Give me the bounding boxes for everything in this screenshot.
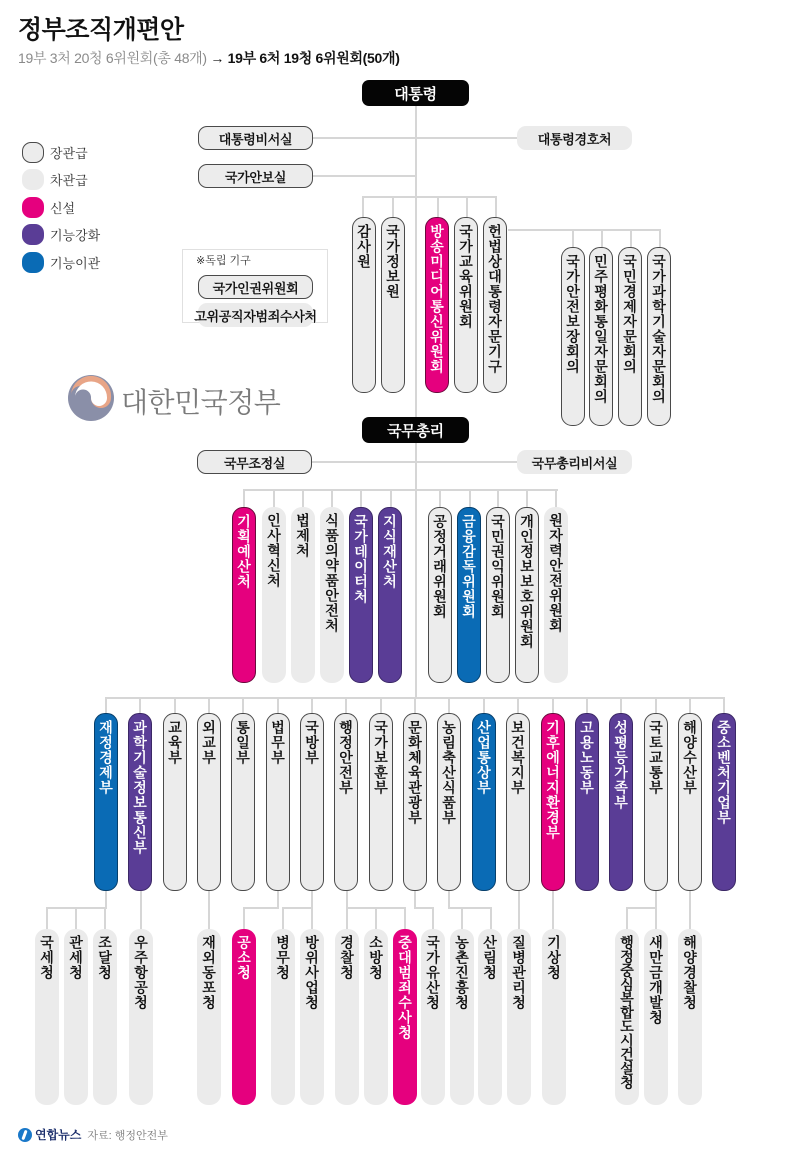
legend-label: 기능이관 xyxy=(50,256,101,271)
ministry: 국방부 xyxy=(300,713,324,891)
connector-line xyxy=(495,196,497,217)
agency: 관세청 xyxy=(64,929,88,1105)
agency: 질병관리청 xyxy=(507,929,531,1105)
connector-line xyxy=(139,697,141,713)
connector-line xyxy=(626,907,628,929)
agency: 재외동포청 xyxy=(197,929,221,1105)
agency: 산림청 xyxy=(478,929,502,1105)
connector-line xyxy=(243,489,245,507)
agency: 경찰청 xyxy=(335,929,359,1105)
connector-line xyxy=(273,489,275,507)
president-org: 헌법상대통령자문기구 xyxy=(483,217,507,393)
advisory-council: 민주평화통일자문회의 xyxy=(589,247,613,426)
taegeuk-logo-icon xyxy=(67,374,115,422)
connector-line xyxy=(552,697,554,713)
connector-line xyxy=(517,697,519,713)
pm-agency: 국가데이터처 xyxy=(349,507,373,683)
president-org: 국가교육위원회 xyxy=(454,217,478,393)
president-org: 국가정보원 xyxy=(381,217,405,393)
connector-line xyxy=(390,489,392,507)
connector-line xyxy=(518,891,520,929)
legend-item-strengthened xyxy=(22,224,100,245)
ministry: 문화체육관광부 xyxy=(403,713,427,891)
connector-line xyxy=(526,489,528,507)
connector-line xyxy=(346,891,348,929)
connector-line xyxy=(282,907,284,929)
page-subtitle xyxy=(18,48,400,68)
footer-brand: 연합뉴스 xyxy=(35,1128,82,1142)
connector-line xyxy=(312,461,517,463)
connector-line xyxy=(655,697,657,713)
connector-line xyxy=(572,229,574,247)
ministry: 국토교통부 xyxy=(644,713,668,891)
connector-line xyxy=(243,907,279,909)
ministry: 보건복지부 xyxy=(506,713,530,891)
connector-line xyxy=(437,196,439,217)
pm-agency: 식품의약품안전처 xyxy=(320,507,344,683)
connector-line xyxy=(105,891,107,908)
legend-label: 차관급 xyxy=(50,173,88,188)
agency: 해양경찰청 xyxy=(678,929,702,1105)
ministry: 농림축산식품부 xyxy=(437,713,461,891)
presidential-security-service: 대통령경호처 xyxy=(517,126,632,150)
connector-line xyxy=(461,907,463,929)
footer xyxy=(18,1126,168,1143)
connector-line xyxy=(375,907,377,929)
prime-minister-secretariat: 국무총리비서실 xyxy=(517,450,632,474)
connector-line xyxy=(331,489,333,507)
connector-line xyxy=(313,137,517,139)
connector-line xyxy=(311,891,313,929)
pm-agency: 공정거래위원회 xyxy=(428,507,452,683)
agency: 중대범죄수사청 xyxy=(393,929,417,1105)
agency: 국세청 xyxy=(35,929,59,1105)
connector-line xyxy=(601,229,603,247)
connector-line xyxy=(497,489,499,507)
ministry: 재정경제부 xyxy=(94,713,118,891)
legend-label: 기능강화 xyxy=(50,228,101,243)
subtitle-before: 19부 3처 20청 6위원회(총 48개) xyxy=(18,50,211,66)
legend-label: 장관급 xyxy=(50,146,88,161)
connector-line xyxy=(432,907,434,929)
connector-line xyxy=(552,891,554,929)
connector-line xyxy=(362,196,497,198)
connector-line xyxy=(490,907,492,929)
ministry: 기후에너지환경부 xyxy=(541,713,565,891)
agency: 방위사업청 xyxy=(300,929,324,1105)
connector-line xyxy=(242,697,244,713)
connector-line xyxy=(392,196,394,217)
connector-line xyxy=(311,697,313,713)
connector-line xyxy=(555,489,557,507)
independent-agencies-title: ※독립 기구 xyxy=(196,255,251,267)
connector-line xyxy=(282,907,313,909)
pm-agency: 개인정보보호위원회 xyxy=(515,507,539,683)
connector-line xyxy=(313,175,416,177)
page-title: 정부조직개편안 xyxy=(18,16,184,44)
pm-agency: 기획예산처 xyxy=(232,507,256,683)
connector-line xyxy=(105,697,107,713)
ministry: 성평등가족부 xyxy=(609,713,633,891)
advisory-council: 국가안전보장회의 xyxy=(561,247,585,426)
connector-line xyxy=(345,697,347,713)
connector-line xyxy=(414,891,416,908)
legend-swatch-strengthened xyxy=(22,224,44,245)
pm-agency: 국민권익위원회 xyxy=(486,507,510,683)
legend-swatch-transferred xyxy=(22,252,44,273)
ministry: 통일부 xyxy=(231,713,255,891)
connector-line xyxy=(466,196,468,217)
connector-line xyxy=(208,891,210,929)
ministry: 고용노동부 xyxy=(575,713,599,891)
connector-line xyxy=(414,697,416,713)
ministry: 행정안전부 xyxy=(334,713,358,891)
footer-source: 자료: 행정안전부 xyxy=(87,1129,168,1142)
connector-line xyxy=(404,907,406,929)
ministry: 국가보훈부 xyxy=(369,713,393,891)
trunk-line xyxy=(415,443,417,699)
presidential-secretariat: 대통령비서실 xyxy=(198,126,313,150)
national-security-office: 국가안보실 xyxy=(198,164,313,188)
connector-line xyxy=(277,891,279,908)
advisory-council: 국민경제자문회의 xyxy=(618,247,642,426)
ministry: 산업통상부 xyxy=(472,713,496,891)
agency: 행정중심복합도시건설청 xyxy=(615,929,639,1105)
pm-agency: 인사혁신처 xyxy=(262,507,286,683)
connector-line xyxy=(362,196,364,217)
connector-line xyxy=(302,489,304,507)
connector-line xyxy=(277,697,279,713)
agency: 기상청 xyxy=(542,929,566,1105)
ministry: 중소벤처기업부 xyxy=(712,713,736,891)
agency: 공소청 xyxy=(232,929,256,1105)
connector-line xyxy=(104,907,106,929)
ministry: 해양수산부 xyxy=(678,713,702,891)
agency: 우주항공청 xyxy=(129,929,153,1105)
connector-line xyxy=(626,907,657,909)
pm-agency: 금융감독위원회 xyxy=(457,507,481,683)
connector-line xyxy=(380,697,382,713)
connector-line xyxy=(208,697,210,713)
connector-line xyxy=(448,907,492,909)
pm-agency: 지식재산처 xyxy=(378,507,402,683)
legend-label: 신설 xyxy=(50,201,76,216)
connector-line xyxy=(243,907,245,929)
connector-line xyxy=(655,891,657,929)
connector-line xyxy=(723,697,725,713)
prime-minister-node: 국무총리 xyxy=(362,417,469,443)
connector-line xyxy=(630,229,632,247)
connector-line xyxy=(620,697,622,713)
advisory-council: 국가과학기술자문회의 xyxy=(647,247,671,426)
ministry: 교육부 xyxy=(163,713,187,891)
connector-line xyxy=(689,697,691,713)
connector-line xyxy=(508,229,661,231)
connector-line xyxy=(586,697,588,713)
connector-line xyxy=(360,489,362,507)
yonhap-logo-icon xyxy=(18,1128,32,1142)
legend-item-new xyxy=(22,197,75,218)
agency: 국가유산청 xyxy=(421,929,445,1105)
connector-line xyxy=(483,697,485,713)
connector-line xyxy=(448,891,450,908)
legend-swatch-minister xyxy=(22,142,44,163)
corruption-investigation-office: 고위공직자범죄수사처 xyxy=(198,303,313,327)
connector-line xyxy=(46,907,48,929)
president-org: 방송미디어통신위원회 xyxy=(425,217,449,393)
legend-swatch-vice xyxy=(22,169,44,190)
president-org: 감사원 xyxy=(352,217,376,393)
legend-item-minister xyxy=(22,142,88,163)
connector-line xyxy=(140,891,142,929)
trunk-line xyxy=(415,106,417,417)
subtitle-after: → 19부 6처 19청 6위원회(50개) xyxy=(210,50,400,66)
human-rights-commission: 국가인권위원회 xyxy=(198,275,313,299)
connector-line xyxy=(243,489,558,491)
connector-line xyxy=(448,697,450,713)
pm-agency: 원자력안전위원회 xyxy=(544,507,568,683)
connector-line xyxy=(414,907,434,909)
agency: 농촌진흥청 xyxy=(450,929,474,1105)
ministry: 법무부 xyxy=(266,713,290,891)
agency: 새만금개발청 xyxy=(644,929,668,1105)
agency: 조달청 xyxy=(93,929,117,1105)
legend-swatch-new xyxy=(22,197,44,218)
agency: 소방청 xyxy=(364,929,388,1105)
connector-line xyxy=(689,891,691,929)
legend-item-vice xyxy=(22,169,88,190)
connector-line xyxy=(174,697,176,713)
president-node: 대통령 xyxy=(362,80,469,106)
government-logo-text: 대한민국정부 xyxy=(121,387,281,418)
ministry: 과학기술정보통신부 xyxy=(128,713,152,891)
pm-agency: 법제처 xyxy=(291,507,315,683)
legend-item-transferred xyxy=(22,252,100,273)
connector-line xyxy=(469,489,471,507)
connector-line xyxy=(439,489,441,507)
agency: 병무청 xyxy=(271,929,295,1105)
connector-line xyxy=(75,907,77,929)
office-for-government-policy-coordination: 국무조정실 xyxy=(197,450,312,474)
ministry: 외교부 xyxy=(197,713,221,891)
connector-line xyxy=(659,229,661,247)
